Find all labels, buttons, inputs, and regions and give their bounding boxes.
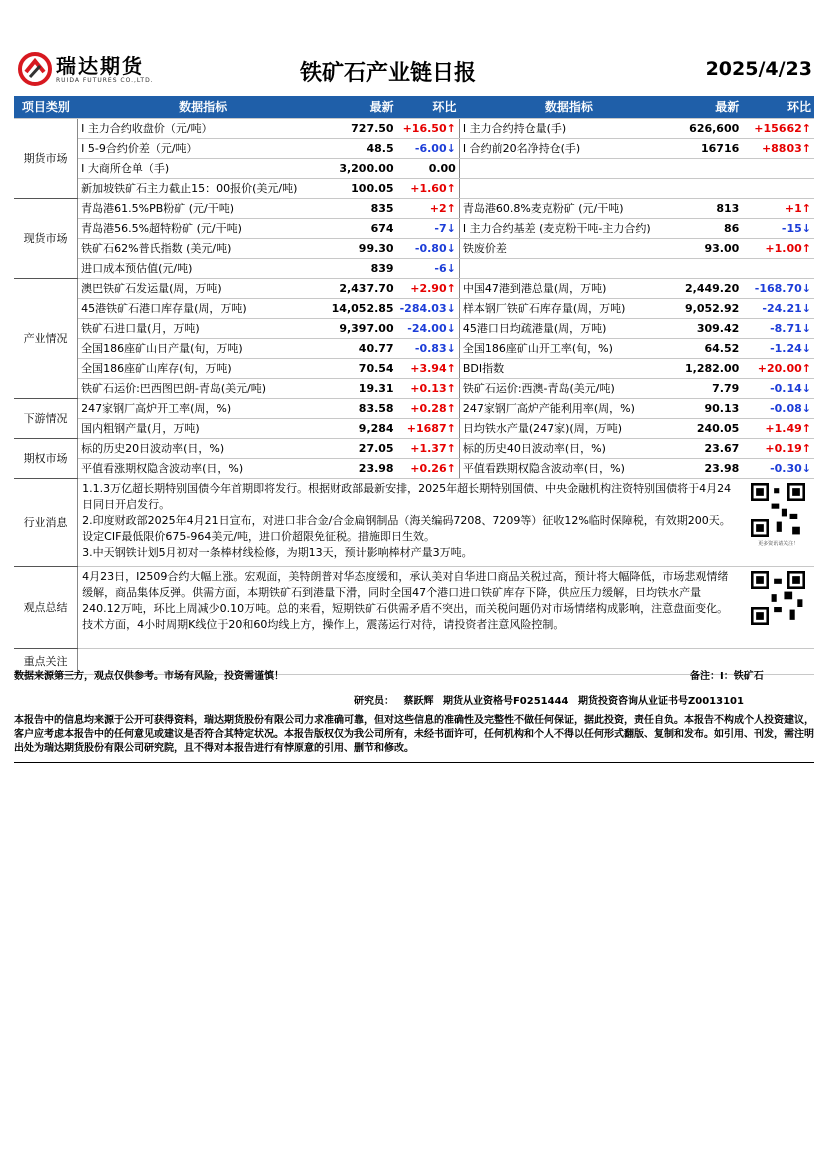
logo-english-name: RUIDA FUTURES CO.,LTD. (56, 76, 154, 84)
header-change-right: 环比 (742, 96, 814, 118)
data-table (14, 96, 814, 675)
change-right: -168.70↓ (742, 278, 814, 298)
change-left: +2.90↑ (397, 278, 460, 298)
remark-note: 备注：I：铁矿石 (690, 671, 764, 682)
header-indicator-left: 数据指标 (78, 96, 329, 118)
latest-left: 23.98 (329, 458, 397, 478)
indicator-right (459, 258, 678, 278)
table-row (14, 278, 814, 298)
change-right: +1.49↑ (742, 418, 814, 438)
change-right: +20.00↑ (742, 358, 814, 378)
header-latest-right: 最新 (678, 96, 742, 118)
indicator-left: 247家钢厂高炉开工率(周，%) (78, 398, 329, 418)
latest-left: 835 (329, 198, 397, 218)
category-cell: 产业情况 (14, 278, 78, 398)
latest-left: 100.05 (329, 178, 397, 198)
indicator-right: 铁矿石运价:西澳-青岛(美元/吨) (459, 378, 678, 398)
table-row (14, 318, 814, 338)
latest-left: 9,397.00 (329, 318, 397, 338)
table-row (14, 138, 814, 158)
indicator-right: 平值看跌期权隐含波动率(日，%) (459, 458, 678, 478)
qr-code-icon (751, 483, 805, 537)
table-row (14, 158, 814, 178)
latest-left: 727.50 (329, 118, 397, 138)
header-indicator-right: 数据指标 (459, 96, 678, 118)
change-left: -0.80↓ (397, 238, 460, 258)
category-cell: 现货市场 (14, 198, 78, 278)
latest-right: 813 (678, 198, 742, 218)
report-date: 2025/4/23 (705, 58, 812, 80)
category-cell: 期货市场 (14, 118, 78, 198)
indicator-left: 青岛港56.5%超特粉矿 (元/干吨) (78, 218, 329, 238)
header-change-left: 环比 (397, 96, 460, 118)
category-cell: 下游情况 (14, 398, 78, 438)
latest-right: 23.67 (678, 438, 742, 458)
indicator-right: 日均铁水产量(247家)(周，万吨) (459, 418, 678, 438)
disclaimer: 本报告中的信息均来源于公开可获得资料，瑞达期货股份有限公司力求准确可靠，但对这些信息的准确性及完整性不做任何保证，据此投资，责任自负。本报告不构成个人投资建议，客户应考虑本报告中的任何意见或建议是否符合其特定状况。本报告版权仅为我公司所有，未经书面许可，任何机构和个人不得以任何形式翻版、复制和发布。如引用、刊发，需注明出处为瑞达期货股份有限公司研究院，且不得对本报告进行有悖原意的引用、删节和修改。 (14, 714, 814, 763)
change-left: -7↓ (397, 218, 460, 238)
change-right (742, 178, 814, 198)
latest-left: 99.30 (329, 238, 397, 258)
change-left: +0.28↑ (397, 398, 460, 418)
header-category: 项目类别 (14, 96, 78, 118)
analyst-info: 研究员： 蔡跃辉 期货从业资格号F0251444 期货投资咨询从业证书号Z0013101 (354, 696, 744, 707)
latest-right: 1,282.00 (678, 358, 742, 378)
change-left: 0.00 (397, 158, 460, 178)
indicator-left: I 5-9合约价差（元/吨） (78, 138, 329, 158)
indicator-right: 青岛港60.8%麦克粉矿 (元/干吨) (459, 198, 678, 218)
table-row (14, 218, 814, 238)
header-latest-left: 最新 (329, 96, 397, 118)
table-row (14, 398, 814, 418)
latest-right (678, 258, 742, 278)
indicator-right: I 主力合约基差 (麦克粉干吨-主力合约) (459, 218, 678, 238)
indicator-left: 45港铁矿石港口库存量(周，万吨) (78, 298, 329, 318)
industry-news-text (78, 478, 743, 566)
indicator-right: 中国47港到港总量(周，万吨) (459, 278, 678, 298)
change-right: -0.30↓ (742, 458, 814, 478)
latest-right: 16716 (678, 138, 742, 158)
indicator-right: BDI指数 (459, 358, 678, 378)
news-item: 1.1.3万亿超长期特别国债今年首期即将发行。根据财政部最新安排，2025年超长期特别国债、中央金融机构注资特别国债将于4月24日同日开启发行。 (82, 481, 732, 511)
latest-left: 83.58 (329, 398, 397, 418)
indicator-left: 铁矿石进口量(月，万吨) (78, 318, 329, 338)
latest-right: 86 (678, 218, 742, 238)
change-left: +0.13↑ (397, 378, 460, 398)
category-cell: 期权市场 (14, 438, 78, 478)
table-row (14, 258, 814, 278)
table-row (14, 378, 814, 398)
table-row (14, 118, 814, 138)
qr-caption: 更多资讯请关注！ (758, 540, 799, 547)
latest-left: 839 (329, 258, 397, 278)
indicator-left: 进口成本预估值(元/吨) (78, 258, 329, 278)
indicator-right (459, 158, 678, 178)
latest-left: 14,052.85 (329, 298, 397, 318)
indicator-left: 平值看涨期权隐含波动率(日，%) (78, 458, 329, 478)
report-title: 铁矿石产业链日报 (300, 61, 477, 86)
indicator-right: 45港口日均疏港量(周，万吨) (459, 318, 678, 338)
latest-right (678, 178, 742, 198)
change-right: +15662↑ (742, 118, 814, 138)
indicator-left: 全国186座矿山日产量(旬，万吨) (78, 338, 329, 358)
indicator-left: 国内粗钢产量(月，万吨) (78, 418, 329, 438)
indicator-left: 铁矿石62%普氏指数 (美元/吨) (78, 238, 329, 258)
indicator-left: 新加坡铁矿石主力截止15：00报价(美元/吨) (78, 178, 329, 198)
viewpoint-row (14, 566, 814, 648)
indicator-left: 铁矿石运价:巴西图巴朗-青岛(美元/吨) (78, 378, 329, 398)
latest-left: 48.5 (329, 138, 397, 158)
change-left: +3.94↑ (397, 358, 460, 378)
indicator-right: 247家钢厂高炉产能利用率(周，%) (459, 398, 678, 418)
indicator-right: 标的历史40日波动率(日，%) (459, 438, 678, 458)
category-focus: 重点关注 (14, 648, 78, 674)
indicator-right (459, 178, 678, 198)
news-item: 2.印度财政部2025年4月21日宣布，对进口非合金/合金扁钢制品（海关编码7208、7209等）征收12%临时保障税，有效期200天。设定CIF最低限价675-964美元/吨，进口价超限免征税。措施即日生效。 (82, 513, 731, 543)
change-left: +16.50↑ (397, 118, 460, 138)
latest-right: 7.79 (678, 378, 742, 398)
change-left: -284.03↓ (397, 298, 460, 318)
latest-right: 2,449.20 (678, 278, 742, 298)
change-right: -15↓ (742, 218, 814, 238)
change-left: +1.60↑ (397, 178, 460, 198)
table-row (14, 178, 814, 198)
table-row (14, 458, 814, 478)
indicator-right: 铁废价差 (459, 238, 678, 258)
viewpoint-text: 4月23日，I2509合约大幅上涨。宏观面，美特朗普对华态度缓和，承认美对自华进口商品关税过高，预计将大幅降低，市场悲观情绪缓解，商品集体反弹。供需方面，本期铁矿石到港量下滑，同时全国47个港口进口铁矿库存下降，供应压力缓解，日均铁水产量240.12万吨，环比上周减少0.10万吨。总的来看，短期铁矿石供需矛盾不突出，而关税问题仍对市场情绪构成影响，注意盘面变化。技术方面，4小时周期K线位于20和60均线上方，操作上，震荡运行对待，请投资者注意风险控制。 (78, 566, 743, 648)
change-left: -6.00↓ (397, 138, 460, 158)
change-left: +0.26↑ (397, 458, 460, 478)
indicator-right: I 主力合约持仓量(手) (459, 118, 678, 138)
indicator-left: 标的历史20日波动率(日，%) (78, 438, 329, 458)
latest-right (678, 158, 742, 178)
logo-chinese-name: 瑞达期货 (56, 53, 144, 78)
change-right: +8803↑ (742, 138, 814, 158)
change-right (742, 158, 814, 178)
category-viewpoint: 观点总结 (14, 566, 78, 648)
ruida-logo-icon (18, 52, 52, 86)
latest-right: 90.13 (678, 398, 742, 418)
qr-code-cell (742, 478, 814, 566)
table-row (14, 338, 814, 358)
change-left: +1.37↑ (397, 438, 460, 458)
change-right: -0.14↓ (742, 378, 814, 398)
change-right: +1↑ (742, 198, 814, 218)
table-row (14, 238, 814, 258)
change-right: -24.21↓ (742, 298, 814, 318)
latest-right: 64.52 (678, 338, 742, 358)
table-row (14, 298, 814, 318)
change-left: -6↓ (397, 258, 460, 278)
change-left: +2↑ (397, 198, 460, 218)
indicator-left: I 主力合约收盘价（元/吨） (78, 118, 329, 138)
table-header-row (14, 96, 814, 118)
industry-news-row (14, 478, 814, 566)
change-right: -0.08↓ (742, 398, 814, 418)
latest-left: 2,437.70 (329, 278, 397, 298)
company-logo (18, 52, 154, 86)
indicator-right: I 合约前20名净持仓(手) (459, 138, 678, 158)
latest-right: 309.42 (678, 318, 742, 338)
latest-left: 40.77 (329, 338, 397, 358)
latest-left: 70.54 (329, 358, 397, 378)
latest-right: 9,052.92 (678, 298, 742, 318)
latest-right: 93.00 (678, 238, 742, 258)
category-industry-news: 行业消息 (14, 478, 78, 566)
qr-code-cell (742, 566, 814, 648)
news-item: 3.中天钢铁计划5月初对一条棒材线检修，为期13天，预计影响棒材产量3万吨。 (82, 545, 473, 559)
change-right: -8.71↓ (742, 318, 814, 338)
change-right: +0.19↑ (742, 438, 814, 458)
change-left: +1687↑ (397, 418, 460, 438)
change-right: -1.24↓ (742, 338, 814, 358)
latest-left: 19.31 (329, 378, 397, 398)
qr-code-icon (751, 571, 805, 625)
latest-left: 674 (329, 218, 397, 238)
data-source-note: 数据来源第三方，观点仅供参考。市场有风险，投资需谨慎！ (14, 671, 284, 682)
latest-right: 240.05 (678, 418, 742, 438)
indicator-right: 全国186座矿山开工率(旬，%) (459, 338, 678, 358)
indicator-right: 样本钢厂铁矿石库存量(周，万吨) (459, 298, 678, 318)
latest-left: 27.05 (329, 438, 397, 458)
change-left: -0.83↓ (397, 338, 460, 358)
table-row (14, 358, 814, 378)
change-right: +1.00↑ (742, 238, 814, 258)
change-left: -24.00↓ (397, 318, 460, 338)
change-right (742, 258, 814, 278)
indicator-left: 澳巴铁矿石发运量(周，万吨) (78, 278, 329, 298)
latest-right: 23.98 (678, 458, 742, 478)
indicator-left: I 大商所仓单（手) (78, 158, 329, 178)
latest-left: 9,284 (329, 418, 397, 438)
indicator-left: 全国186座矿山库存(旬，万吨) (78, 358, 329, 378)
table-row (14, 198, 814, 218)
table-row (14, 438, 814, 458)
indicator-left: 青岛港61.5%PB粉矿 (元/干吨) (78, 198, 329, 218)
latest-right: 626,600 (678, 118, 742, 138)
table-row (14, 418, 814, 438)
latest-left: 3,200.00 (329, 158, 397, 178)
